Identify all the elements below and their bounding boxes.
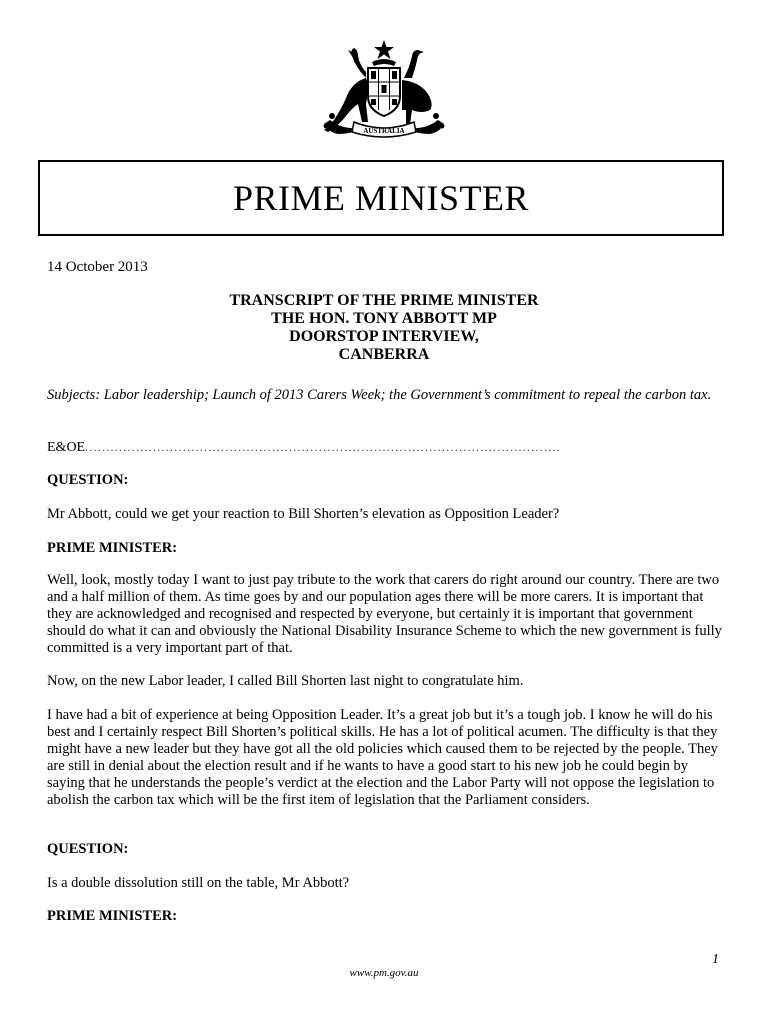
heading-line-2: THE HON. TONY ABBOTT MP: [271, 310, 497, 327]
speaker-label: QUESTION:: [47, 472, 129, 488]
transcript-paragraph: Well, look, mostly today I want to just pay tribute to the work that carers do right around our country. There are two and a half million of them. As time goes by and our population ages there will be more carers. It is important that they are acknowledged and recognised and respected by everyone, but certainly it is important that government should do what it can and obviously the National Disability Insurance Scheme to which the new government is fully committed is a very important part of that.: [47, 572, 722, 656]
heading-line-1: TRANSCRIPT OF THE PRIME MINISTER: [229, 292, 539, 309]
transcript-paragraph: Is a double dissolution still on the table, Mr Abbott?: [47, 875, 350, 891]
heading-line-3: DOORSTOP INTERVIEW,: [289, 328, 479, 345]
eoe-label: E&OE: [47, 440, 86, 455]
eoe-dots: ................................................................................................................: [85, 442, 562, 454]
heading-line-4: CANBERRA: [338, 346, 430, 363]
page-title: PRIME MINISTER: [232, 178, 530, 218]
footer-url: www.pm.gov.au: [349, 967, 419, 979]
speaker-label: QUESTION:: [47, 841, 129, 857]
crest-scroll-text: AUSTRALIA: [363, 127, 405, 135]
speaker-label: PRIME MINISTER:: [47, 540, 178, 556]
subjects-line: Subjects: Labor leadership; Launch of 2013 Carers Week; the Government’s commitment to repeal the carbon tax.: [47, 387, 712, 403]
transcript-paragraph: I have had a bit of experience at being Opposition Leader. It’s a great job but it’s a tough job. I know he will do his best and I certainly respect Bill Shorten’s political skills. He has a lot of political acumen. The difficulty is that they might have a new leader but they have got all the old policies which caused them to be rejected by the people. They are still in denial about the election result and if he wants to have a good start to his new job he could begin by saying that he understands the people’s verdict at the election and the Labor Party will not oppose the legislation to abolish the carbon tax which will be the first item of legislation that the Parliament considers.: [47, 707, 718, 808]
speaker-label: PRIME MINISTER:: [47, 908, 178, 924]
transcript-heading: [0, 292, 768, 364]
title-banner: [38, 160, 724, 236]
page-number: 1: [712, 952, 719, 967]
eoe-line: [47, 440, 561, 456]
transcript-paragraph: Now, on the new Labor leader, I called Bill Shorten last night to congratulate him.: [47, 673, 524, 689]
document-date: 14 October 2013: [47, 259, 148, 275]
coat-of-arms-emblem: [312, 38, 456, 142]
transcript-paragraph: Mr Abbott, could we get your reaction to Bill Shorten’s elevation as Opposition Leader?: [47, 506, 560, 522]
